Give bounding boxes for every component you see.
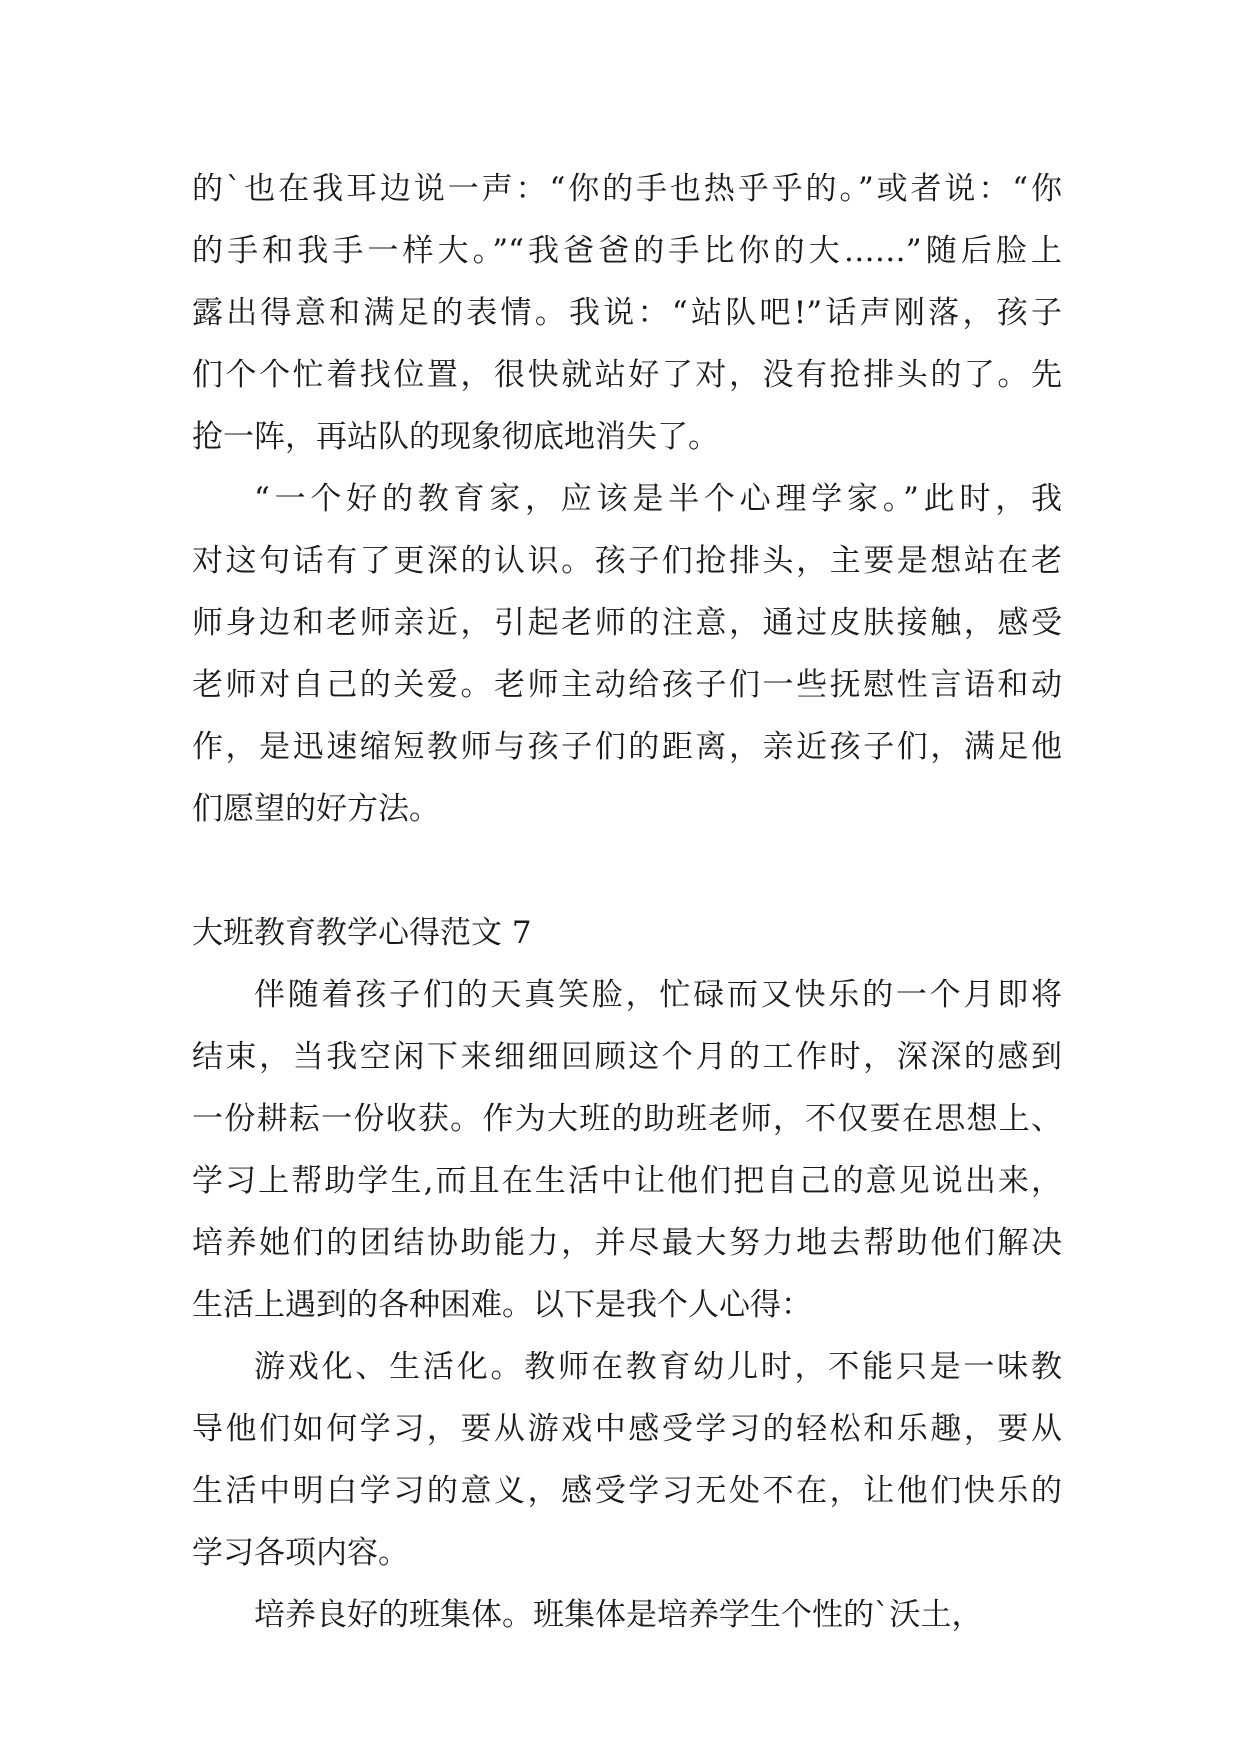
text-line: 老师对自己的关爱。老师主动给孩子们一些抚慰性言语和动 (192, 667, 1062, 703)
text-line: 导他们如何学习，要从游戏中感受学习的轻松和乐趣，要从 (192, 1411, 1062, 1447)
text-line: 一份耕耘一份收获。作为大班的助班老师，不仅要在思想上、 (192, 1101, 1062, 1137)
text-line: 学习各项内容。 (192, 1535, 409, 1571)
text-line: 们个个忙着找位置，很快就站好了对，没有抢排头的了。先 (192, 357, 1062, 393)
text-line: 学习上帮助学生,而且在生活中让他们把自己的意见说出来， (192, 1163, 1062, 1199)
text-line: “一个好的教育家，应该是半个心理学家。”此时，我 (254, 481, 1062, 517)
text-line: 抢一阵，再站队的现象彻底地消失了。 (192, 419, 719, 455)
paragraph-educator-quote (192, 468, 1062, 840)
text-line: 露出得意和满足的表情。我说：“站队吧!”话声刚落，孩子 (192, 295, 1062, 331)
text-line: 作，是迅速缩短教师与孩子们的距离，亲近孩子们，满足他 (192, 729, 1062, 765)
text-line: 的`也在我耳边说一声：“你的手也热乎乎的。”或者说：“你 (192, 171, 1062, 207)
text-line: 对这句话有了更深的认识。孩子们抢排头，主要是想站在老 (192, 543, 1062, 579)
paragraph-continued (192, 158, 1062, 468)
section-spacer (192, 840, 1062, 902)
text-line: 的手和我手一样大。”“我爸爸的手比你的大……”随后脸上 (192, 233, 1062, 269)
paragraph-gamification (192, 1336, 1062, 1584)
text-line: 游戏化、生活化。教师在教育幼儿时，不能只是一味教 (254, 1349, 1062, 1385)
document-body (192, 158, 1062, 1646)
text-line: 生活中明白学习的意义，感受学习无处不在，让他们快乐的 (192, 1473, 1062, 1509)
paragraph-intro (192, 964, 1062, 1336)
paragraph-class-collective (192, 1584, 1062, 1646)
text-line: 生活上遇到的各种困难。以下是我个人心得： (192, 1287, 812, 1323)
text-line: 伴随着孩子们的天真笑脸，忙碌而又快乐的一个月即将 (254, 977, 1062, 1013)
text-line: 培养良好的班集体。班集体是培养学生个性的`沃土， (254, 1597, 983, 1633)
text-line: 们愿望的好方法。 (192, 791, 440, 827)
section-heading: 大班教育教学心得范文 7 (192, 915, 532, 951)
text-line: 师身边和老师亲近，引起老师的注意，通过皮肤接触，感受 (192, 605, 1062, 641)
text-line: 培养她们的团结协助能力，并尽最大努力地去帮助他们解决 (192, 1225, 1062, 1261)
text-line: 结束，当我空闲下来细细回顾这个月的工作时，深深的感到 (192, 1039, 1062, 1075)
